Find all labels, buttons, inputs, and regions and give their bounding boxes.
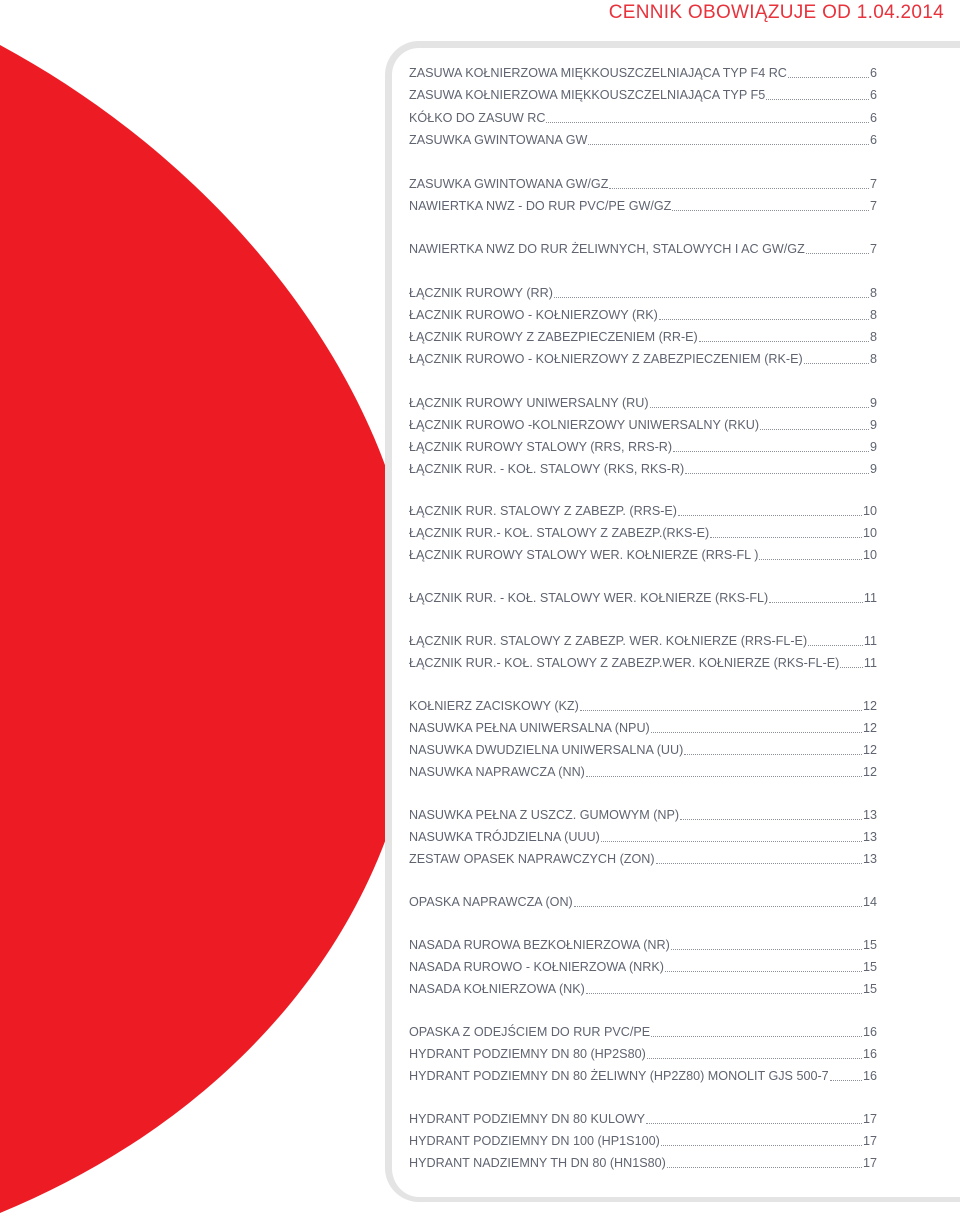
toc-entry-label: NAWIERTKA NWZ - DO RUR PVC/PE GW/GZ: [409, 199, 672, 213]
toc-entry-label: HYDRANT PODZIEMNY DN 80 (HP2S80): [409, 1047, 646, 1061]
toc-entry[interactable]: [409, 980, 877, 998]
toc-entry-label: HYDRANT PODZIEMNY DN 100 (HP1S100): [409, 1134, 660, 1148]
toc-entry-label: HYDRANT PODZIEMNY DN 80 KULOWY: [409, 1112, 646, 1126]
toc-entry-page-number: 6: [869, 88, 877, 102]
toc-entry-label: NASUWKA PEŁNA Z USZCZ. GUMOWYM (NP): [409, 808, 680, 822]
toc-dot-leader: [661, 1145, 862, 1146]
toc-entry[interactable]: [409, 328, 877, 346]
toc-entry[interactable]: [409, 460, 877, 478]
toc-dot-leader: [766, 99, 869, 100]
toc-entry-label: ZASUWA KOŁNIERZOWA MIĘKKOUSZCZELNIAJĄCA TYP F4 RC: [409, 66, 787, 80]
toc-entry[interactable]: [409, 1067, 877, 1085]
toc-dot-leader: [586, 776, 862, 777]
toc-dot-leader: [840, 667, 863, 668]
toc-entry-page-number: 16: [862, 1069, 877, 1083]
toc-entry[interactable]: [409, 936, 877, 954]
toc-entry-page-number: 15: [862, 982, 877, 996]
toc-entry[interactable]: [409, 284, 877, 302]
toc-dot-leader: [788, 77, 869, 78]
toc-entry-label: NASUWKA DWUDZIELNA UNIWERSALNA (UU): [409, 743, 684, 757]
toc-entry-page-number: 9: [869, 440, 877, 454]
toc-entry-page-number: 12: [862, 765, 877, 779]
toc-entry-page-number: 6: [869, 133, 877, 147]
toc-entry-page-number: 8: [869, 308, 877, 322]
toc-entry-label: NASUWKA TRÓJDZIELNA (UUU): [409, 830, 600, 844]
toc-dot-leader: [656, 863, 862, 864]
toc-dot-leader: [678, 515, 862, 516]
toc-entry-label: HYDRANT NADZIEMNY TH DN 80 (HN1S80): [409, 1156, 666, 1170]
toc-entry[interactable]: [409, 86, 877, 104]
toc-entry-label: ZASUWKA GWINTOWANA GW/GZ: [409, 177, 609, 191]
toc-entry-label: KOŁNIERZ ZACISKOWY (KZ): [409, 699, 579, 713]
toc-entry-page-number: 12: [862, 743, 877, 757]
toc-entry-page-number: 15: [862, 938, 877, 952]
toc-entry-label: ŁĄCZNIK RUROWO - KOŁNIERZOWY Z ZABEZPIECZENIEM (RK-E): [409, 352, 803, 366]
toc-entry[interactable]: [409, 828, 877, 846]
toc-entry-label: KÓŁKO DO ZASUW RC: [409, 111, 546, 125]
toc-entry[interactable]: [409, 546, 877, 564]
toc-dot-leader: [769, 602, 863, 603]
toc-entry[interactable]: [409, 763, 877, 781]
toc-entry-label: ŁĄCZNIK RUR.- KOŁ. STALOWY Z ZABEZP.(RKS-E): [409, 526, 710, 540]
toc-entry-page-number: 16: [862, 1025, 877, 1039]
toc-entry-label: ŁĄCZNIK RUROWY STALOWY WER. KOŁNIERZE (RRS-FL ): [409, 548, 759, 562]
toc-entry-label: HYDRANT PODZIEMNY DN 80 ŻELIWNY (HP2Z80) MONOLIT GJS 500-7: [409, 1069, 829, 1083]
toc-entry[interactable]: [409, 524, 877, 542]
toc-entry-label: ŁĄCZNIK RUR. - KOŁ. STALOWY WER. KOŁNIERZE (RKS-FL): [409, 591, 769, 605]
toc-entry-page-number: 13: [862, 808, 877, 822]
toc-entry[interactable]: [409, 1045, 877, 1063]
toc-entry[interactable]: [409, 394, 877, 412]
toc-dot-leader: [546, 122, 869, 123]
toc-entry-page-number: 16: [862, 1047, 877, 1061]
toc-entry-page-number: 13: [862, 852, 877, 866]
toc-entry-page-number: 10: [862, 526, 877, 540]
toc-entry-page-number: 8: [869, 286, 877, 300]
toc-entry[interactable]: [409, 741, 877, 759]
toc-dot-leader: [651, 1036, 862, 1037]
toc-entry[interactable]: [409, 1023, 877, 1041]
toc-entry-label: OPASKA NAPRAWCZA (ON): [409, 895, 573, 909]
toc-entry[interactable]: [409, 589, 877, 607]
toc-dot-leader: [609, 188, 869, 189]
toc-dot-leader: [760, 429, 869, 430]
toc-entry-page-number: 17: [862, 1134, 877, 1148]
toc-entry[interactable]: [409, 502, 877, 520]
toc-dot-leader: [684, 754, 862, 755]
toc-entry-page-number: 12: [862, 699, 877, 713]
toc-entry-page-number: 8: [869, 330, 877, 344]
toc-entry[interactable]: [409, 850, 877, 868]
toc-dot-leader: [580, 710, 862, 711]
toc-entry-label: ZASUWA KOŁNIERZOWA MIĘKKOUSZCZELNIAJĄCA TYP F5: [409, 88, 766, 102]
toc-entry[interactable]: [409, 1132, 877, 1150]
toc-entry-page-number: 8: [869, 352, 877, 366]
toc-entry[interactable]: [409, 719, 877, 737]
toc-dot-leader: [672, 210, 869, 211]
toc-entry-page-number: 11: [863, 656, 877, 670]
toc-entry[interactable]: [409, 109, 877, 127]
toc-dot-leader: [671, 949, 862, 950]
toc-dot-leader: [647, 1058, 862, 1059]
toc-entry-label: OPASKA Z ODEJŚCIEM DO RUR PVC/PE: [409, 1025, 651, 1039]
toc-entry-label: NASADA KOŁNIERZOWA (NK): [409, 982, 585, 996]
toc-entry[interactable]: [409, 306, 877, 324]
toc-dot-leader: [601, 841, 862, 842]
toc-entry-page-number: 7: [869, 199, 877, 213]
toc-dot-leader: [806, 253, 869, 254]
toc-entry-label: ZESTAW OPASEK NAPRAWCZYCH (ZON): [409, 852, 655, 866]
toc-entry-page-number: 17: [862, 1112, 877, 1126]
toc-entry[interactable]: [409, 131, 877, 149]
toc-entry-page-number: 6: [869, 111, 877, 125]
toc-entry[interactable]: [409, 893, 877, 911]
toc-entry-label: ŁĄCZNIK RUR. STALOWY Z ZABEZP. (RRS-E): [409, 504, 678, 518]
toc-dot-leader: [673, 451, 869, 452]
toc-entry[interactable]: [409, 438, 877, 456]
toc-entry-page-number: 6: [869, 66, 877, 80]
toc-dot-leader: [586, 993, 862, 994]
toc-dot-leader: [830, 1080, 862, 1081]
toc-entry[interactable]: [409, 697, 877, 715]
toc-entry-page-number: 9: [869, 396, 877, 410]
toc-dot-leader: [665, 971, 862, 972]
toc-entry[interactable]: [409, 64, 877, 82]
toc-entry[interactable]: [409, 654, 877, 672]
toc-entry[interactable]: [409, 416, 877, 434]
toc-entry-page-number: 17: [862, 1156, 877, 1170]
toc-entry-label: ŁĄCZNIK RUR.- KOŁ. STALOWY Z ZABEZP.WER. KOŁNIERZE (RKS-FL-E): [409, 656, 840, 670]
toc-dot-leader: [646, 1123, 862, 1124]
toc-dot-leader: [667, 1167, 862, 1168]
toc-dot-leader: [650, 407, 869, 408]
toc-entry-label: ŁĄCZNIK RUR. STALOWY Z ZABEZP. WER. KOŁNIERZE (RRS-FL-E): [409, 634, 808, 648]
toc-entry-page-number: 12: [862, 721, 877, 735]
toc-entry[interactable]: [409, 1154, 877, 1172]
toc-entry[interactable]: [409, 958, 877, 976]
toc-entry-page-number: 15: [862, 960, 877, 974]
toc-entry[interactable]: [409, 632, 877, 650]
toc-dot-leader: [699, 341, 869, 342]
toc-entry-label: ŁĄCZNIK RUROWO -KOLNIERZOWY UNIWERSALNY (RKU): [409, 418, 760, 432]
toc-dot-leader: [685, 473, 869, 474]
toc-entry-label: ŁĄCZNIK RUROWY (RR): [409, 286, 553, 300]
toc-entry-label: ŁACZNIK RUROWO - KOŁNIERZOWY (RK): [409, 308, 658, 322]
toc-entry-label: ŁĄCZNIK RUROWY Z ZABEZPIECZENIEM (RR-E): [409, 330, 698, 344]
toc-entry[interactable]: [409, 350, 877, 368]
toc-entry-page-number: 9: [869, 418, 877, 432]
toc-entry-page-number: 11: [863, 634, 877, 648]
toc-dot-leader: [680, 819, 862, 820]
toc-dot-leader: [808, 645, 863, 646]
toc-entry-page-number: 10: [862, 504, 877, 518]
toc-dot-leader: [554, 297, 869, 298]
toc-entry-label: ZASUWKA GWINTOWANA GW: [409, 133, 588, 147]
toc-dot-leader: [588, 144, 869, 145]
toc-entry-page-number: 14: [862, 895, 877, 909]
toc-dot-leader: [804, 363, 869, 364]
toc-entry-page-number: 7: [869, 242, 877, 256]
toc-entry-page-number: 10: [862, 548, 877, 562]
toc-entry-page-number: 11: [863, 591, 877, 605]
toc-entry[interactable]: [409, 1110, 877, 1128]
toc-entry-page-number: 7: [869, 177, 877, 191]
toc-dot-leader: [659, 319, 869, 320]
toc-entry[interactable]: [409, 806, 877, 824]
toc-entry[interactable]: [409, 240, 877, 258]
toc-entry-label: NASADA RUROWA BEZKOŁNIERZOWA (NR): [409, 938, 670, 952]
toc-entry[interactable]: [409, 175, 877, 193]
toc-dot-leader: [651, 732, 862, 733]
toc-dot-leader: [710, 537, 862, 538]
toc-entry-label: ŁĄCZNIK RUROWY UNIWERSALNY (RU): [409, 396, 649, 410]
price-list-validity-title: CENNIK OBOWIĄZUJE OD 1.04.2014: [608, 2, 944, 23]
toc-entry-label: NASUWKA NAPRAWCZA (NN): [409, 765, 585, 779]
toc-entry-label: NAWIERTKA NWZ DO RUR ŻELIWNYCH, STALOWYCH I AC GW/GZ: [409, 242, 805, 256]
red-semicircle-decoration: [0, 0, 440, 1213]
toc-entry-label: ŁĄCZNIK RUROWY STALOWY (RRS, RRS-R): [409, 440, 673, 454]
toc-entry-label: ŁĄCZNIK RUR. - KOŁ. STALOWY (RKS, RKS-R): [409, 462, 685, 476]
toc-entry-page-number: 9: [869, 462, 877, 476]
toc-entry-page-number: 13: [862, 830, 877, 844]
toc-entry-label: NASADA RUROWO - KOŁNIERZOWA (NRK): [409, 960, 664, 974]
toc-dot-leader: [759, 559, 862, 560]
toc-dot-leader: [574, 906, 862, 907]
toc-entry[interactable]: [409, 197, 877, 215]
toc-entry-label: NASUWKA PEŁNA UNIWERSALNA (NPU): [409, 721, 650, 735]
